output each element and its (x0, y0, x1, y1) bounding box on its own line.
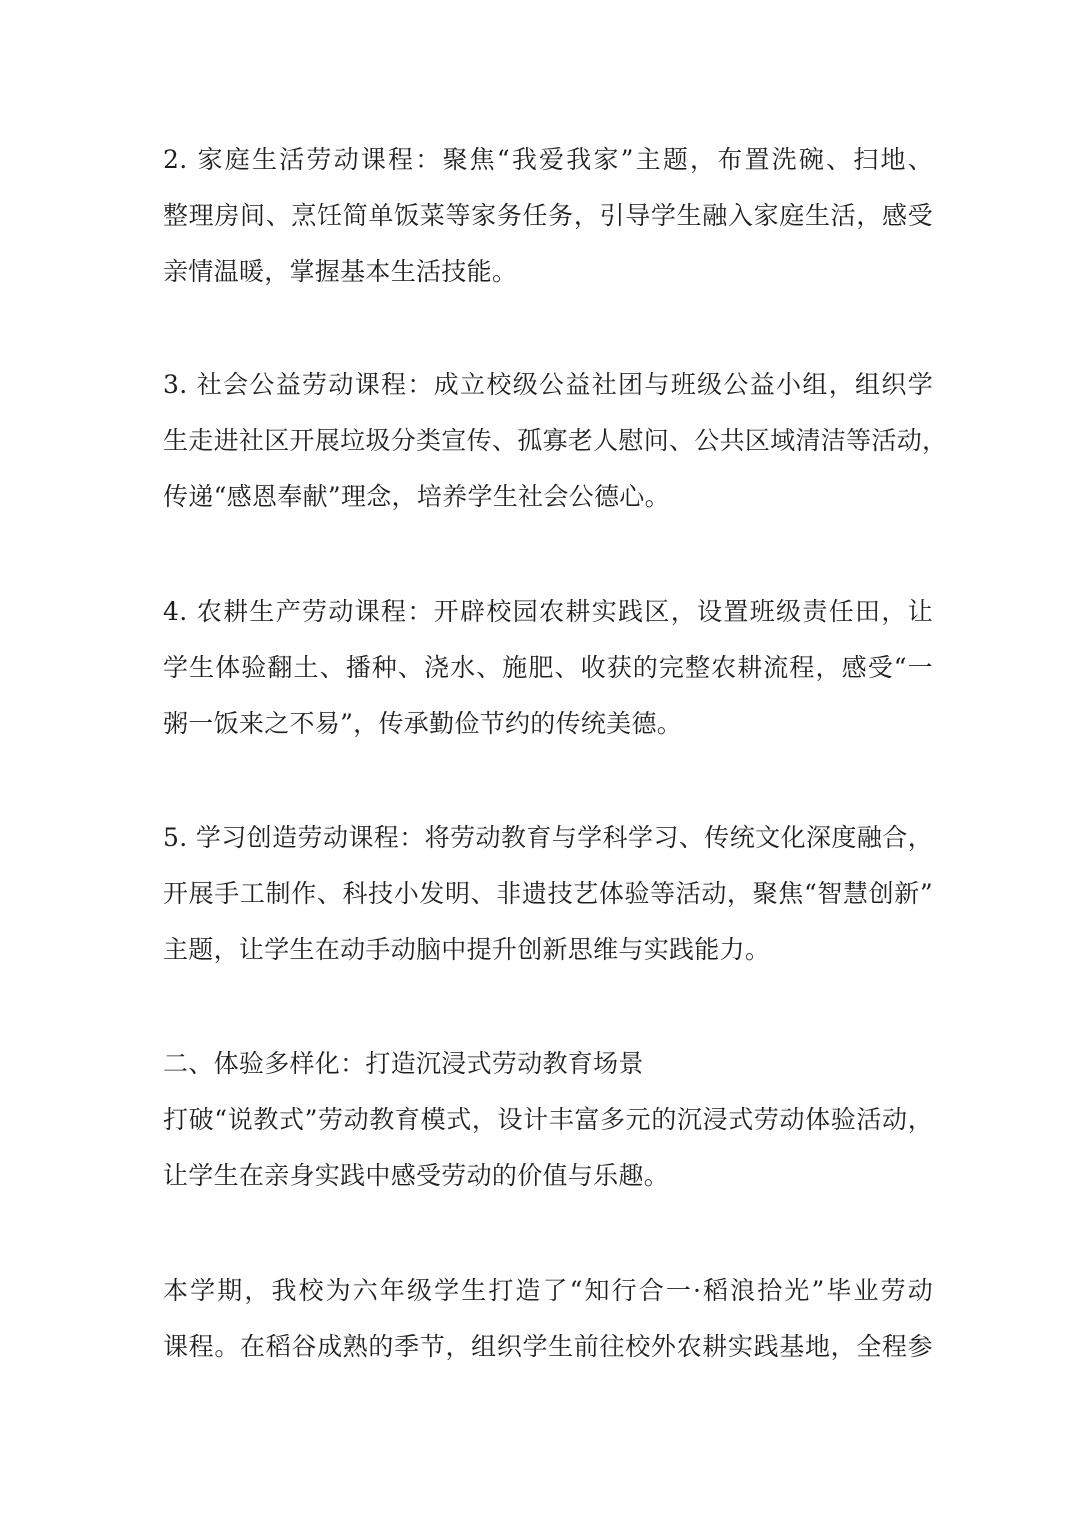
text-line: 2. 家庭生活劳动课程：聚焦“我爱我家”主题，布置洗碗、扫地、 (163, 145, 933, 174)
text-line: 整理房间、烹饪简单饭菜等家务任务，引导学生融入家庭生活，感受 (163, 201, 933, 230)
text-line: 5. 学习创造劳动课程：将劳动教育与学科学习、传统文化深度融合， (163, 823, 933, 852)
text-line: 3. 社会公益劳动课程：成立校级公益社团与班级公益小组，组织学 (163, 370, 933, 399)
text-line: 打破“说教式”劳动教育模式，设计丰富多元的沉浸式劳动体验活动， (163, 1105, 933, 1134)
paragraph-learning-creation-course (163, 810, 933, 978)
paragraph-family-life-course (163, 132, 933, 300)
paragraph-farming-course (163, 584, 933, 752)
section-heading: 二、体验多样化：打造沉浸式劳动教育场景 (163, 1049, 644, 1078)
paragraph-graduation-course (163, 1263, 933, 1375)
text-line: 4. 农耕生产劳动课程：开辟校园农耕实践区，设置班级责任田，让 (163, 597, 933, 626)
text-line: 生走进社区开展垃圾分类宣传、孤寡老人慰问、公共区域清洁等活动， (163, 426, 948, 455)
text-line: 学生体验翻土、播种、浇水、施肥、收获的完整农耕流程，感受“一 (163, 653, 933, 682)
text-line: 粥一饭来之不易”，传承勤俭节约的传统美德。 (163, 709, 683, 738)
text-line: 开展手工制作、科技小发明、非遗技艺体验等活动，聚焦“智慧创新” (163, 879, 933, 908)
text-line: 本学期，我校为六年级学生打造了“知行合一·稻浪拾光”毕业劳动 (163, 1276, 933, 1305)
text-line: 亲情温暖，掌握基本生活技能。 (163, 257, 518, 286)
text-line: 主题，让学生在动手动脑中提升创新思维与实践能力。 (163, 935, 771, 964)
text-line: 传递“感恩奉献”理念，培养学生社会公德心。 (163, 482, 670, 511)
paragraph-social-welfare-course (163, 357, 948, 525)
paragraph-section-two (163, 1036, 933, 1204)
text-line: 让学生在亲身实践中感受劳动的价值与乐趣。 (163, 1161, 670, 1190)
text-line: 课程。在稻谷成熟的季节，组织学生前往校外农耕实践基地，全程参 (163, 1332, 933, 1361)
